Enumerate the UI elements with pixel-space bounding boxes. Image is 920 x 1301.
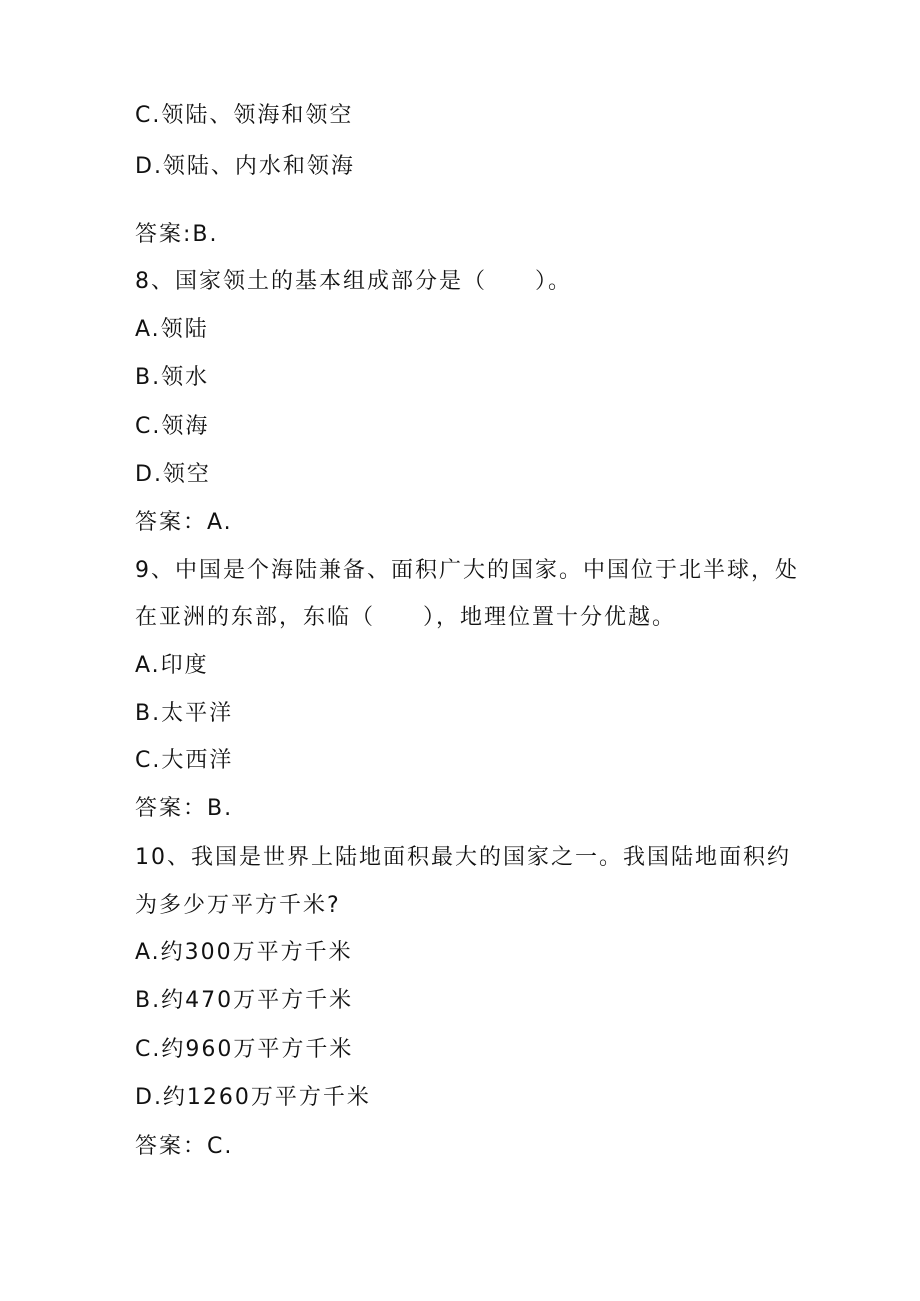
q10-option-d: D.约1260万平方千米 xyxy=(135,1085,371,1110)
q8-option-d: D.领空 xyxy=(135,462,211,487)
q9-option-a: A.印度 xyxy=(135,653,209,678)
q8-answer: 答案：A. xyxy=(135,510,233,535)
q7-option-c: C.领陆、领海和领空 xyxy=(135,103,354,128)
q8-option-c: C.领海 xyxy=(135,414,210,439)
q8-option-a: A.领陆 xyxy=(135,317,209,342)
q10-question-line1: 10、我国是世界上陆地面积最大的国家之一。我国陆地面积约 xyxy=(135,845,791,870)
q9-option-b: B.太平洋 xyxy=(135,701,234,726)
q10-option-b: B.约470万平方千米 xyxy=(135,988,354,1013)
q10-answer: 答案：C. xyxy=(135,1134,234,1159)
q9-question-line2: 在亚洲的东部，东临（ ），地理位置十分优越。 xyxy=(135,605,677,630)
q9-answer: 答案：B. xyxy=(135,796,234,821)
q10-option-a: A.约300万平方千米 xyxy=(135,940,353,965)
q8-question: 8、国家领土的基本组成部分是（ ）。 xyxy=(135,269,572,294)
q9-option-c: C.大西洋 xyxy=(135,748,234,773)
q10-question-line2: 为多少万平方千米? xyxy=(135,893,341,918)
q7-option-d: D.领陆、内水和领海 xyxy=(135,154,355,179)
q9-question-line1: 9、中国是个海陆兼备、面积广大的国家。中国位于北半球，处 xyxy=(135,558,799,583)
q7-answer: 答案:B. xyxy=(135,222,219,247)
q8-option-b: B.领水 xyxy=(135,365,210,390)
q10-option-c: C.约960万平方千米 xyxy=(135,1037,354,1062)
